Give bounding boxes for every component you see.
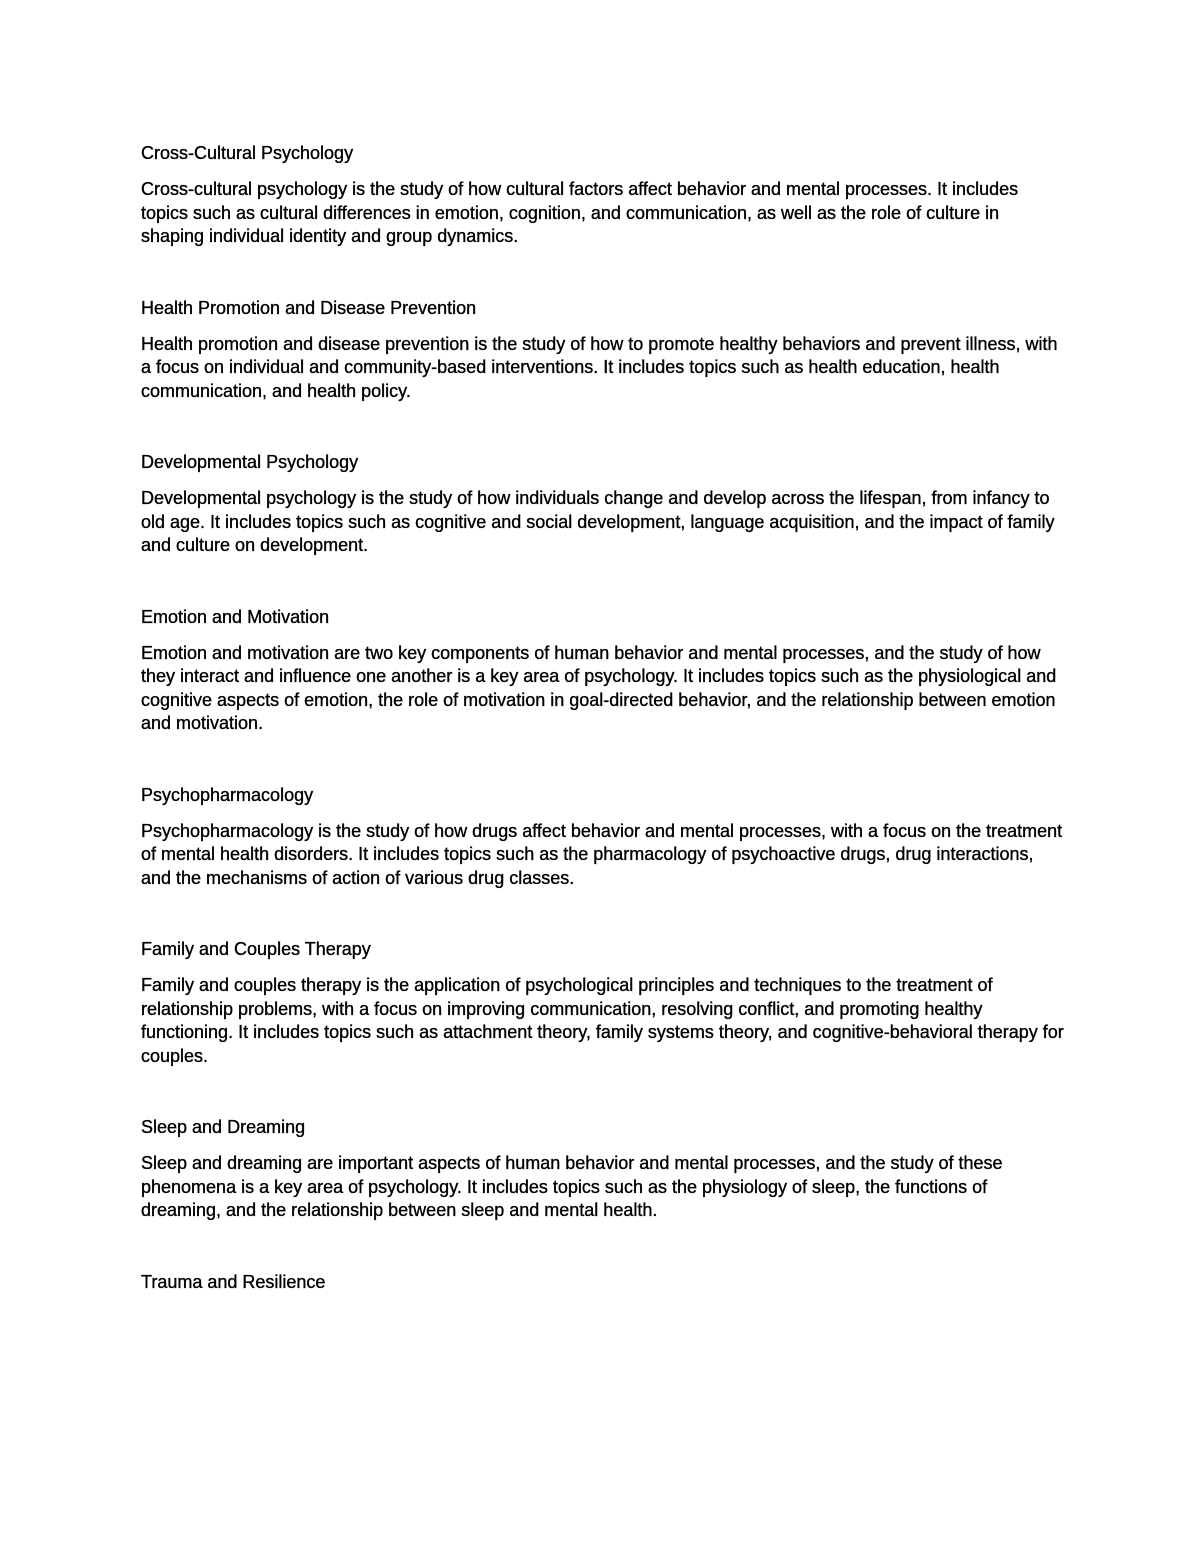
section-heading: Trauma and Resilience xyxy=(141,1271,326,1292)
section-paragraph: Developmental psychology is the study of how individuals change and develop across the lifespan, from infancy to old age. It includes topics such as cognitive and social development, language acquisition, and the impact of family and culture on development. xyxy=(141,488,1055,555)
section-developmental-psychology xyxy=(141,450,1066,558)
section-psychopharmacology xyxy=(141,783,1066,891)
section-heading: Psychopharmacology xyxy=(141,784,314,805)
section-heading: Sleep and Dreaming xyxy=(141,1117,306,1137)
section-heading: Health Promotion and Disease Prevention xyxy=(141,297,477,318)
section-heading: Family and Couples Therapy xyxy=(141,939,371,959)
section-paragraph: Sleep and dreaming are important aspects of human behavior and mental processes, and the study of these phenomena is a key area of psychology. It includes topics such as the physiology of sleep, the functions of dreaming, and the relationship between sleep and mental health. xyxy=(141,1153,1003,1220)
section-emotion-motivation xyxy=(141,605,1066,736)
section-heading: Emotion and Motivation xyxy=(141,606,330,627)
section-health-promotion xyxy=(141,296,1066,404)
section-heading: Cross-Cultural Psychology xyxy=(141,143,354,163)
section-paragraph: Cross-cultural psychology is the study of how cultural factors affect behavior and mental processes. It includes topics such as cultural differences in emotion, cognition, and communication, as well as the role of culture in shaping individual identity and group dynamics. xyxy=(141,179,1019,246)
section-cross-cultural-psychology xyxy=(141,141,1066,249)
section-paragraph: Health promotion and disease prevention is the study of how to promote healthy behaviors and prevent illness, with a focus on individual and community-based interventions. It includes topics such as health education, health communication, and health policy. xyxy=(141,333,1058,401)
section-paragraph: Emotion and motivation are two key components of human behavior and mental processes, and the study of how they interact and influence one another is a key area of psychology. It includes topics such as the physiological and cognitive aspects of emotion, the role of motivation in goal-directed behavior, and the relationship between emotion and motivation. xyxy=(141,642,1057,733)
section-paragraph: Psychopharmacology is the study of how drugs affect behavior and mental processes, with a focus on the treatment of mental health disorders. It includes topics such as the pharmacology of psychoactive drugs, drug interactions, and the mechanisms of action of various drug classes. xyxy=(141,820,1063,888)
document-content xyxy=(141,141,1066,1341)
section-heading: Developmental Psychology xyxy=(141,452,359,472)
section-paragraph: Family and couples therapy is the application of psychological principles and techniques to the treatment of relationship problems, with a focus on improving communication, resolving conflict, and promoting healthy functioning. It includes topics such as attachment theory, family systems theory, and cognitive-behavioral therapy for couples. xyxy=(141,975,1064,1066)
section-trauma-resilience xyxy=(141,1270,1066,1294)
section-sleep-dreaming xyxy=(141,1115,1066,1223)
section-family-couples-therapy xyxy=(141,937,1066,1068)
